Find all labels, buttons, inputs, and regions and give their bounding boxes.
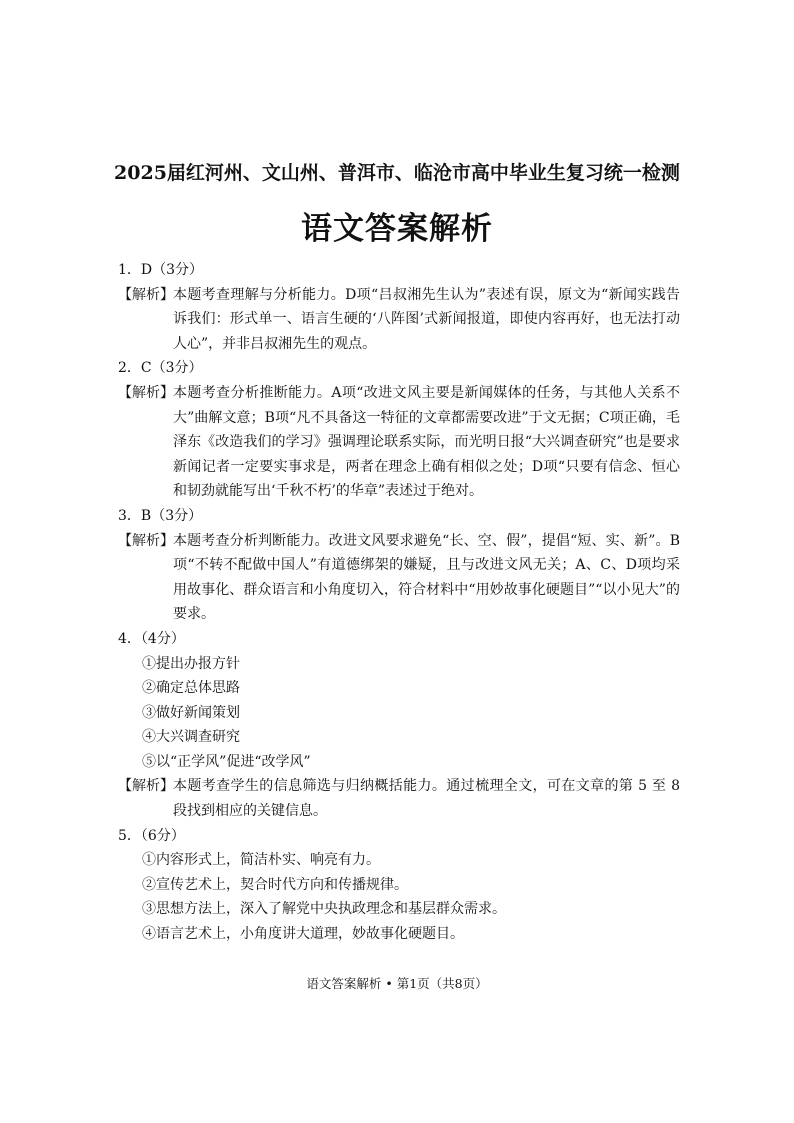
question-block xyxy=(118,824,680,947)
question-heading: 4．（4分） xyxy=(118,630,185,647)
analysis-paragraph xyxy=(118,529,680,627)
analysis-tag: 【解析】 xyxy=(118,778,174,795)
question-block xyxy=(118,504,680,627)
analysis-paragraph xyxy=(118,283,680,357)
document-title: 语文答案解析 xyxy=(301,211,493,247)
answer-item: ④大兴调查研究 xyxy=(142,729,240,746)
analysis-text: 本题考查分析判断能力。改进文风要求避免“长、空、假”，提倡“短、实、新”。B项“不转不配做中国人”有道德绑架的嫌疑，且与改进文风无关；A、C、D项均采用故事化、群众语言和小角度切入，符合材料中“用妙故事化硬题目”“以小见大”的要求。 xyxy=(173,532,680,623)
answer-content xyxy=(118,258,680,947)
answer-item: ⑤以“正学风”促进“改学风” xyxy=(142,753,311,770)
question-heading: 1．D（3分） xyxy=(118,262,204,278)
answer-item: ①内容形式上，简洁朴实、响亮有力。 xyxy=(142,852,380,869)
answer-item: ②宣传艺术上，契合时代方向和传播规律。 xyxy=(142,876,408,893)
analysis-paragraph xyxy=(118,774,680,823)
question-heading: 2．C（3分） xyxy=(118,360,203,377)
question-block xyxy=(118,627,680,824)
answer-item: ①提出办报方针 xyxy=(142,655,240,672)
analysis-paragraph xyxy=(118,381,680,504)
answer-item: ③思想方法上，深入了解党中央执政理念和基层群众需求。 xyxy=(142,901,506,918)
question-heading: 3．B（3分） xyxy=(118,507,203,524)
analysis-text: 本题考查分析推断能力。A项“改进文风主要是新闻媒体的任务，与其他人关系不大”曲解文意；B项“凡不具备这一特征的文章都需要改进”于文无据；C项正确，毛泽东《改造我们的学习》强调理论联系实际，而光明日报“大兴调查研究”也是要求新闻记者一定要实事求是，两者在理念上确有相似之处；D项“只要有信念、恒心和韧劲就能写出‘千秋不朽’的华章”表述过于绝对。 xyxy=(173,384,680,500)
question-heading: 5．（6分） xyxy=(118,827,185,844)
answer-item: ②确定总体思路 xyxy=(142,680,240,697)
question-block xyxy=(118,356,680,504)
analysis-text: 本题考查学生的信息筛选与归纳概括能力。通过梳理全文，可在文章的第 5 至 8 段找到相应的关键信息。 xyxy=(173,778,680,820)
analysis-tag: 【解析】 xyxy=(118,532,174,549)
answer-item: ④语言艺术上，小角度讲大道理，妙故事化硬题目。 xyxy=(142,926,464,943)
analysis-tag: 【解析】 xyxy=(118,384,174,401)
analysis-tag: 【解析】 xyxy=(118,286,174,303)
answer-list xyxy=(118,848,680,946)
answer-item: ③做好新闻策划 xyxy=(142,704,240,721)
answer-list xyxy=(118,652,680,775)
analysis-text: 本题考查理解与分析能力。D项“吕叔湘先生认为”表述有误，原文为“新闻实践告诉我们：形式单一、语言生硬的‘八阵图’式新闻报道，即使内容再好，也无法打动人心”，并非吕叔湘先生的观点。 xyxy=(173,286,680,352)
page-footer: 语文答案解析 • 第1页（共8页） xyxy=(306,976,488,991)
exam-title: 2025届红河州、文山州、普洱市、临沧市高中毕业生复习统一检测 xyxy=(114,162,680,184)
question-block xyxy=(118,258,680,356)
